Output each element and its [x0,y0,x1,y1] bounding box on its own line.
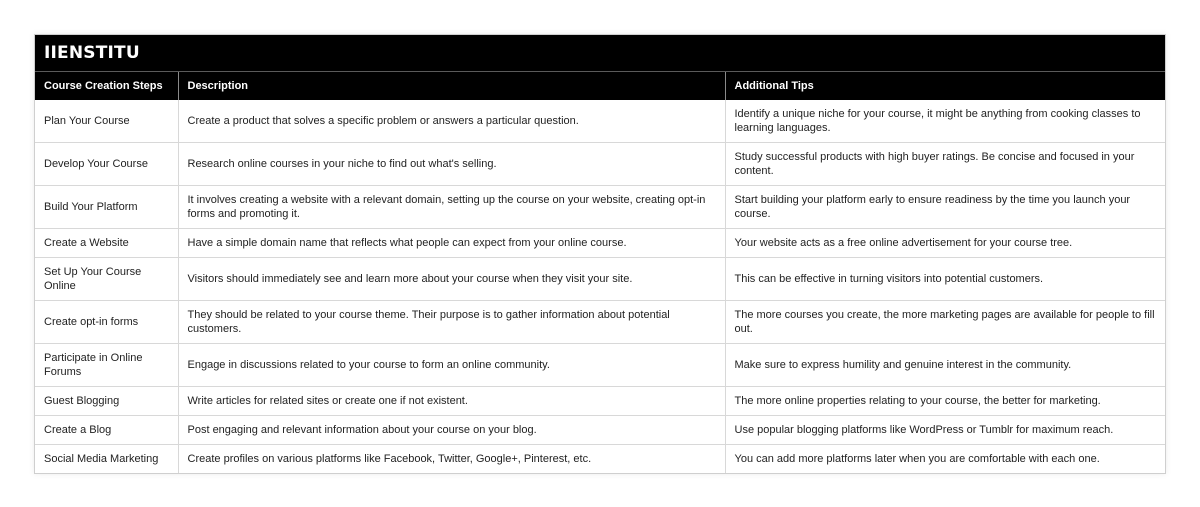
tip-cell: Start building your platform early to ensure readiness by the time you launch your course. [725,186,1165,229]
table-row [35,445,1165,474]
description-cell: Engage in discussions related to your course to form an online community. [178,344,725,387]
step-cell: Plan Your Course [35,100,178,143]
tip-cell: Use popular blogging platforms like WordPress or Tumblr for maximum reach. [725,416,1165,445]
description-cell: Write articles for related sites or create one if not existent. [178,387,725,416]
tip-cell: You can add more platforms later when you are comfortable with each one. [734,452,1100,465]
table-row [35,186,1165,229]
tip-cell: Identify a unique niche for your course, it might be anything from cooking classes to learning languages. [725,100,1165,143]
table-row [35,258,1165,301]
description-cell: Visitors should immediately see and learn more about your course when they visit your site. [178,258,725,301]
tip-cell: Study successful products with high buyer ratings. Be concise and focused in your content. [725,143,1165,186]
column-header-description: Description [178,72,725,100]
description-cell: It involves creating a website with a relevant domain, setting up the course on your website, creating opt-in forms and promoting it. [178,186,725,229]
step-cell: Develop Your Course [35,143,178,186]
table-row [35,301,1165,344]
description-cell: Research online courses in your niche to find out what's selling. [178,143,725,186]
description-cell: Create profiles on various platforms like Facebook, Twitter, Google+, Pinterest, etc. [178,445,725,474]
table-row [35,229,1165,258]
course-steps-table-card [34,34,1166,474]
table-row [35,100,1165,143]
column-header-steps: Course Creation Steps [35,72,178,100]
table-header-row [35,72,1165,100]
step-cell: Create a Blog [35,416,178,445]
tip-cell: The more courses you create, the more marketing pages are available for people to fill out. [725,301,1165,344]
table-row [35,344,1165,387]
tip-cell: The more online properties relating to your course, the better for marketing. [725,387,1165,416]
step-cell: Social Media Marketing [35,445,178,474]
brand-title: IIENSTITU [35,35,1165,72]
step-cell: Build Your Platform [35,186,178,229]
table-row [35,143,1165,186]
table-row [35,416,1165,445]
description-cell: Create a product that solves a specific problem or answers a particular question. [178,100,725,143]
step-cell: Create opt-in forms [35,301,178,344]
column-header-tips: Additional Tips [725,72,1165,100]
table-row [35,387,1165,416]
step-cell: Create a Website [35,229,178,258]
step-cell: Participate in Online Forums [35,344,178,387]
tip-cell: Make sure to express humility and genuine interest in the community. [725,344,1165,387]
tip-cell: Your website acts as a free online advertisement for your course tree. [725,229,1165,258]
description-cell: Have a simple domain name that reflects what people can expect from your online course. [178,229,725,258]
description-cell: Post engaging and relevant information about your course on your blog. [178,416,725,445]
description-cell: They should be related to your course theme. Their purpose is to gather information about potential customers. [178,301,725,344]
step-cell: Set Up Your Course Online [35,258,178,301]
tip-cell: This can be effective in turning visitors into potential customers. [725,258,1165,301]
step-cell: Guest Blogging [35,387,178,416]
course-steps-table [35,72,1165,473]
